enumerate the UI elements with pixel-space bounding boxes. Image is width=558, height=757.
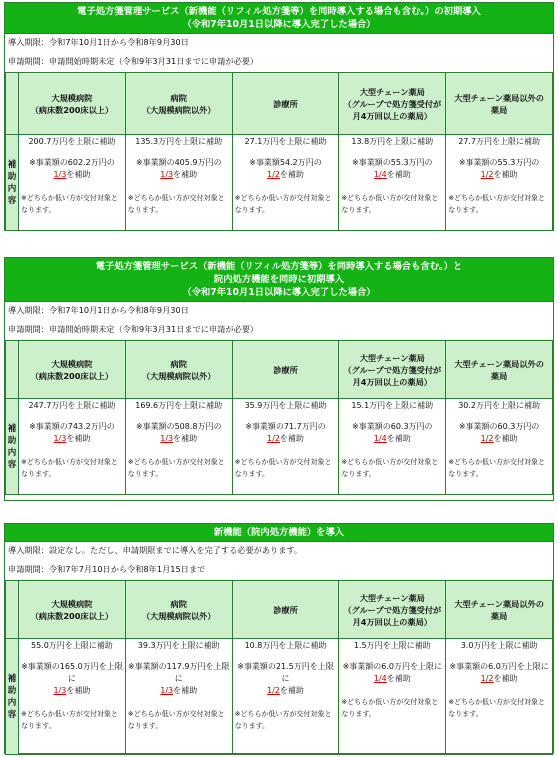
subsidy-cell: 27.7万円を上限に補助 ※事業額の55.3万円の 1/2を補助 ※どちらか低い方が交付対象となります。 — [446, 135, 553, 231]
subsidy-cell: 247.7万円を上限に補助 ※事業額の743.2万円の 1/3を補助 ※どちらか低い方が交付対象となります。 — [19, 399, 126, 495]
corner-cell — [6, 341, 19, 399]
col-header-large-chain-pharmacy: 大型チェーン薬局 （グループで処方箋受付が 月4万回以上の薬局） — [339, 581, 446, 639]
corner-cell — [6, 581, 19, 639]
row-label-subsidy-content: 補 助 内 容 — [6, 399, 19, 495]
row-label-subsidy-content: 補 助 内 容 — [6, 135, 19, 231]
col-header-clinic: 診療所 — [232, 341, 339, 399]
col-header-hospital: 病院 （大規模病院以外） — [125, 341, 232, 399]
row-label-subsidy-content: 補 助 内 容 — [6, 639, 19, 755]
subsidy-grid — [5, 580, 553, 755]
subsidy-cell: 169.6万円を上限に補助 ※事業額の508.8万円の 1/3を補助 ※どちらか低い方が交付対象となります。 — [125, 399, 232, 495]
block-title: 新機能（院内処方機能）を導入 — [5, 524, 553, 542]
col-header-clinic: 診療所 — [232, 581, 339, 639]
subsidy-cell: 55.0万円を上限に補助 ※事業額の165.0万円を上限に 1/3を補助 ※どちらか低い方が交付対象となります。 — [19, 639, 126, 755]
subsidy-grid — [5, 340, 553, 495]
subsidy-table-1 — [4, 2, 554, 231]
application-period: 申請期間：令和7年7月10日から令和8年1月15日まで — [8, 564, 206, 574]
col-header-large-chain-pharmacy: 大型チェーン薬局 （グループで処方箋受付が 月4万回以上の薬局） — [339, 341, 446, 399]
col-header-hospital: 病院 （大規模病院以外） — [125, 73, 232, 135]
application-period: 申請期間：申請開始時期未定（令和9年3月31日までに申請が必要） — [8, 56, 259, 66]
col-header-large-chain-pharmacy: 大型チェーン薬局 （グループで処方箋受付が 月4万回以上の薬局） — [339, 73, 446, 135]
col-header-large-hospital: 大規模病院 （病床数200床以上） — [19, 581, 126, 639]
subsidy-cell: 13.8万円を上限に補助 ※事業額の55.3万円の 1/4を補助 ※どちらか低い方が交付対象となります。 — [339, 135, 446, 231]
col-header-other-pharmacy: 大型チェーン薬局以外の 薬局 — [446, 581, 553, 639]
install-deadline: 導入期限：設定なし。ただし、申請期限までに導入を完了する必要があります。 — [8, 545, 303, 555]
subsidy-cell: 135.3万円を上限に補助 ※事業額の405.9万円の 1/3を補助 ※どちらか低い方が交付対象となります。 — [125, 135, 232, 231]
col-header-clinic: 診療所 — [232, 73, 339, 135]
subsidy-cell: 35.9万円を上限に補助 ※事業額の71.7万円の 1/2を補助 ※どちらか低い方が交付対象となります。 — [232, 399, 339, 495]
subsidy-table-3 — [4, 523, 554, 754]
subsidy-cell: 3.0万円を上限に補助 ※事業額の6.0万円を上限に 1/2を補助 ※どちらか低い方が交付対象となります。 — [446, 639, 553, 755]
subsidy-cell: 15.1万円を上限に補助 ※事業額の60.3万円の 1/4を補助 ※どちらか低い方が交付対象となります。 — [339, 399, 446, 495]
col-header-large-hospital: 大規模病院 （病床数200床以上） — [19, 73, 126, 135]
subsidy-table-2 — [4, 257, 554, 501]
application-period: 申請期間：申請開始時期未定（令和9年3月31日までに申請が必要） — [8, 324, 259, 334]
subsidy-cell: 27.1万円を上限に補助 ※事業額54.2万円の 1/2を補助 ※どちらか低い方が交付対象となります。 — [232, 135, 339, 231]
subsidy-cell: 39.3万円を上限に補助 ※事業額の117.9万円を上限に 1/3を補助 ※どちらか低い方が交付対象となります。 — [125, 639, 232, 755]
block-title: 電子処方箋管理サービス（新機能（リフィル処方箋等）を同時導入する場合も含む。）と 院内処方機能を同時に初期導入 （令和7年10月1日以降に導入完了した場合） — [5, 258, 553, 302]
subsidy-cell: 30.2万円を上限に補助 ※事業額の60.3万円の 1/2を補助 ※どちらか低い方が交付対象となります。 — [446, 399, 553, 495]
col-header-large-hospital: 大規模病院 （病床数200床以上） — [19, 341, 126, 399]
install-deadline: 導入期限：令和7年10月1日から令和8年9月30日 — [8, 305, 189, 315]
col-header-other-pharmacy: 大型チェーン薬局以外の 薬局 — [446, 73, 553, 135]
col-header-other-pharmacy: 大型チェーン薬局以外の 薬局 — [446, 341, 553, 399]
subsidy-cell: 10.8万円を上限に補助 ※事業額の21.5万円を上限に 1/2を補助 ※どちらか低い方が交付対象となります。 — [232, 639, 339, 755]
subsidy-grid — [5, 72, 553, 231]
corner-cell — [6, 73, 19, 135]
subsidy-cell: 1.5万円を上限に補助 ※事業額の6.0万円を上限に 1/4を補助 ※どちらか低い方が交付対象となります。 — [339, 639, 446, 755]
install-deadline: 導入期限：令和7年10月1日から令和8年9月30日 — [8, 37, 189, 47]
block-title: 電子処方箋管理サービス（新機能（リフィル処方箋等）を同時導入する場合も含む。）の初期導入 （令和7年10月1日以降に導入完了した場合） — [5, 3, 553, 34]
col-header-hospital: 病院 （大規模病院以外） — [125, 581, 232, 639]
subsidy-cell: 200.7万円を上限に補助 ※事業額の602.2万円の 1/3を補助 ※どちらか低い方が交付対象となります。 — [19, 135, 126, 231]
